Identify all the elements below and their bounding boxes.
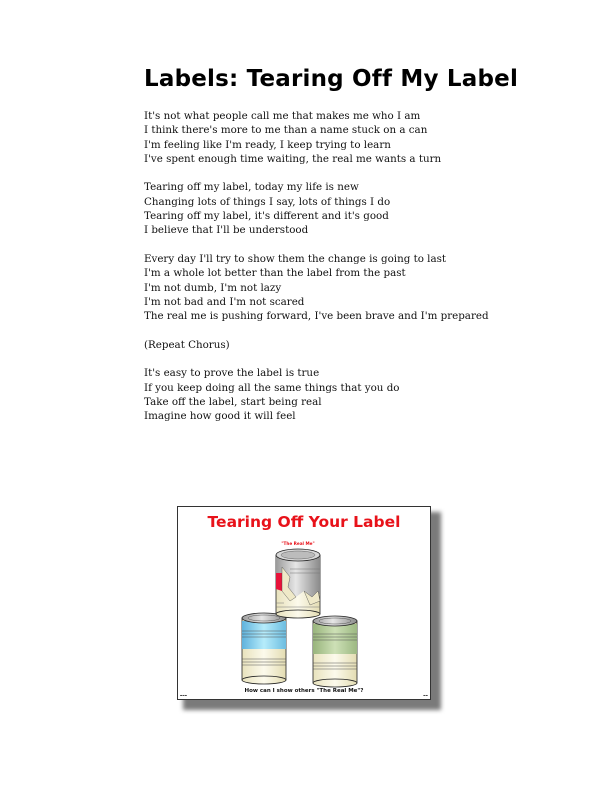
illustration-panel — [177, 506, 431, 700]
lyric-line: I'm not dumb, I'm not lazy — [144, 281, 282, 294]
blue-can — [242, 613, 286, 684]
lyric-line: (Repeat Chorus) — [144, 338, 230, 351]
verse-1 — [144, 109, 544, 166]
lyric-line: I've spent enough time waiting, the real me wants a turn — [144, 152, 442, 165]
chorus — [144, 180, 544, 237]
lyric-line: I believe that I'll be understood — [144, 224, 309, 237]
bridge — [144, 366, 544, 423]
lyric-line: If you keep doing all the same things that you do — [144, 381, 400, 394]
top-can-torn-label — [276, 541, 320, 618]
page-title: Labels: Tearing Off My Label — [144, 66, 519, 92]
lyric-line: Tearing off my label, today my life is new — [144, 181, 359, 194]
illustration-caption: How can I show others "The Real Me"? — [244, 688, 364, 694]
footer-mark-right: ▬▬ — [423, 694, 428, 697]
green-can — [313, 616, 357, 687]
lyric-line: I'm not bad and I'm not scared — [144, 295, 305, 308]
lyric-line: It's easy to prove the label is true — [144, 367, 320, 380]
lyric-line: I think there's more to me than a name stuck on a can — [144, 124, 428, 137]
lyric-line: I'm feeling like I'm ready, I keep trying to learn — [144, 138, 391, 151]
illustration-title: Tearing Off Your Label — [207, 513, 401, 531]
footer-mark-left: ▬▬▬ — [180, 694, 188, 697]
lyric-line: It's not what people call me that makes me who I am — [144, 110, 421, 122]
repeat-chorus-note — [144, 338, 544, 352]
verse-2 — [144, 252, 544, 323]
lyric-line: Changing lots of things I say, lots of things I do — [144, 195, 391, 208]
lyric-line: Tearing off my label, it's different and it's good — [144, 210, 389, 223]
lyric-line: Imagine how good it will feel — [144, 410, 296, 423]
lyric-line: Every day I'll try to show them the change is going to last — [144, 252, 447, 265]
lyric-line: The real me is pushing forward, I've been brave and I'm prepared — [144, 310, 489, 323]
lyrics — [144, 109, 544, 438]
lyric-line: Take off the label, start being real — [144, 395, 322, 408]
lyric-line: I'm a whole lot better than the label from the past — [144, 267, 406, 280]
can-label-text: "The Real Me" — [281, 541, 315, 546]
stacked-cans-illustration — [178, 507, 432, 701]
